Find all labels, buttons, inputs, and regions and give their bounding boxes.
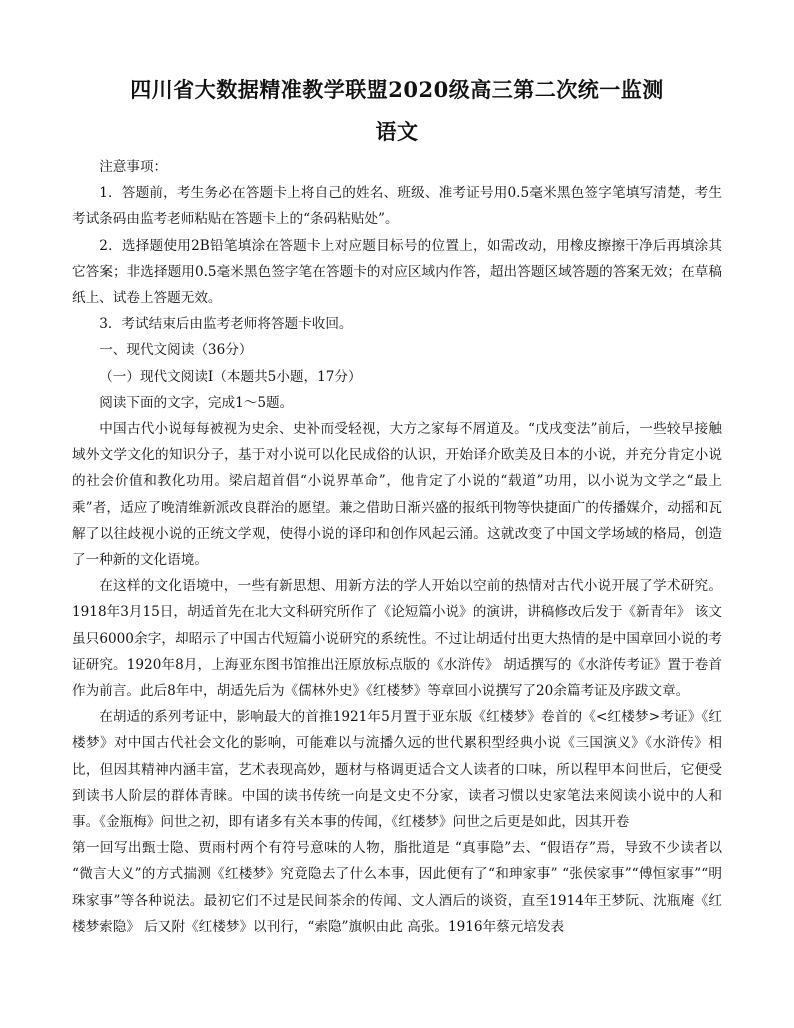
notice-item-3: 3．考试结束后由监考老师将答题卡收回。 <box>99 316 353 333</box>
section-subheading: （一）现代文阅读I（本题共5小题，17分） <box>99 368 362 385</box>
notice-item-1: 1．答题前，考生务必在答题卡上将自己的姓名、班级、准考证号用0.5毫米黑色签字笔填写清楚，考生考试条码由监考老师粘贴在答题卡上的“条码粘贴处”。 <box>72 185 722 228</box>
passage-paragraph-2: 在这样的文化语境中，一些有新思想、用新方法的学人开始以空前的热情对古代小说开展了学术研究。1918年3月15日，胡适首先在北大文科研究所作了《论短篇小说》的演讲，讲稿修改后发于《新青年》 该文虽只6000余字，却昭示了中国古代短篇小说研究的系统性。不过让胡适付出更大热情的是中国章回小说的考证研究。1920年8月，上海亚东图书馆推出汪原放标点版的《水浒传》 胡适撰写的《水浒传考证》置于卷首作为前言。此后8年中，胡适先后为《儒林外史》《红楼梦》等章回小说撰写了20余篇考证及序跋文章。 <box>72 578 722 700</box>
reading-instruction: 阅读下面的文字，完成1～5题。 <box>99 394 294 411</box>
subject-title: 语文 <box>375 119 419 144</box>
exam-title: 四川省大数据精准教学联盟2020级高三第二次统一监测 <box>130 77 664 102</box>
section-heading: 一、现代文阅读（36分） <box>99 342 253 359</box>
passage-paragraph-4: 第一回写出甄士隐、贾雨村两个有符号意味的人物，脂批道是 “真事隐”去、“假语存”焉，导致不少读者以 “微言大义”的方式揣测《红楼梦》究竟隐去了什么本事，因此便有了“和珅家事” “张侯家事”“傅恒家事”“明珠家事”等各种说法。最初它们不过是民间茶余的传闻、文人酒后的谈资，直至1914年王梦阮、沈瓶庵《红楼梦索隐》 后又附《红楼梦》以刊行，“索隐”旗帜由此 高张。1916年蔡元培发表 <box>72 840 722 935</box>
passage-paragraph-1: 中国古代小说每每被视为史余、史补而受轻视，大方之家每不屑道及。“戊戌变法”前后，一些较早接触域外文学文化的知识分子，基于对小说可以化民成俗的认识，开始译介欧美及日本的小说，并充分肯定小说的社会价值和教化功用。梁启超首倡“小说界革命”，他肯定了小说的“载道”功用，以小说为文学之“最上乘”者，适应了晚清维新派改良群治的愿望。兼之借助日渐兴盛的报纸刊物等快捷面广的传播媒介，动摇和瓦解了以往歧视小说的正统文学观，使得小说的译印和创作风起云涌。这就改变了中国文学场域的格局，创造了一种新的文化语境。 <box>72 421 722 569</box>
notice-heading: 注意事项： <box>99 159 168 175</box>
exam-body <box>72 154 722 940</box>
passage-paragraph-3: 在胡适的系列考证中，影响最大的首推1921年5月置于亚东版《红楼梦》卷首的《<红楼梦>考证》《红楼梦》对中国古代社会文化的影响，可能难以与流播久远的世代累积型经典小说《三国演义》《水浒传》相比，但因其精神内涵丰富，艺术表现高妙，题材与格调更适合文人读者的口味，所以程甲本问世后，它便受到读书人阶层的群体青睐。中国的读书传统一向是文史不分家，读者习惯以史家笔法来阅读小说中的人和事。《金瓶梅》问世之初，即有诸多有关本事的传闻，《红楼梦》问世之后更是如此，因其开卷 <box>72 709 722 831</box>
notice-item-2: 2．选择题使用2B铅笔填涂在答题卡上对应题目标号的位置上，如需改动，用橡皮擦擦干净后再填涂其它答案；非选择题用0.5毫米黑色签字笔在答题卡的对应区域内作答，超出答题区域答题的答案无效；在草稿纸上、试卷上答题无效。 <box>72 237 722 307</box>
